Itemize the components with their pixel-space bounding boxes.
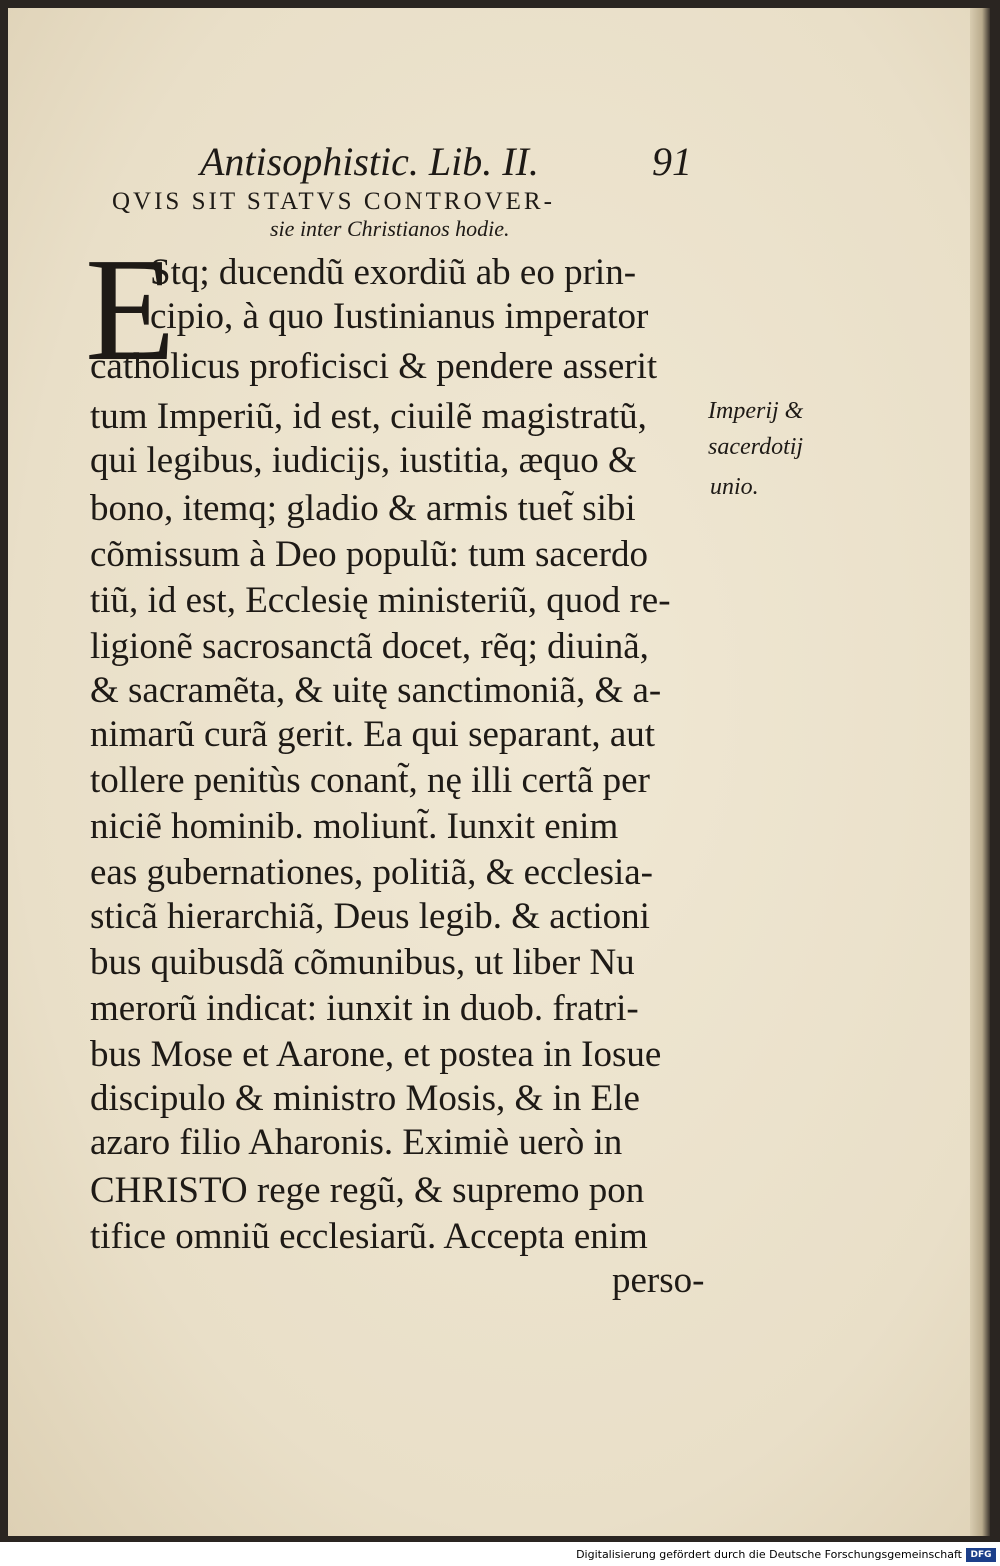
marginal-note: sacerdotij [708,434,804,460]
catchword: perso- [612,1260,705,1301]
body-line: Stq; ducendũ exordiũ ab eo prin- [150,252,637,293]
funding-credit: Digitalisierung gefördert durch die Deutsche Forschungsgemeinschaft [576,1548,962,1561]
section-heading-line-2: sie inter Christianos hodie. [270,216,510,241]
body-line: sticã hierarchiã, Deus legib. & actioni [90,896,650,937]
running-title: Antisophistic. Lib. II. [200,139,539,184]
body-line: & sacramẽta, & uitę sanctimoniã, & a- [90,670,662,711]
dfg-logo: DFG [966,1548,996,1562]
body-line: tiũ, id est, Ecclesię ministeriũ, quod re- [90,580,671,621]
body-line: tollere penitùs conant̃, nę illi certã per [90,760,650,801]
body-line: ligionẽ sacrosanctã docet, rẽq; diuinã, [90,626,649,667]
section-heading-line-1: QVIS SIT STATVS CONTROVER- [112,188,555,215]
body-line: CHRISTO rege regũ, & supremo pon [90,1170,645,1211]
body-line: bono, itemq; gladio & armis tuet̃ sibi [90,488,636,529]
marginal-note: unio. [710,474,759,500]
body-line: catholicus proficisci & pendere asserit [90,346,658,387]
body-line: cipio, à quo Iustinianus imperator [150,296,649,337]
body-line: bus quibusdã cõmunibus, ut liber Nu [90,942,635,983]
page-number: 91 [652,139,692,184]
body-line: niciẽ hominib. moliunt̃. Iunxit enim [90,806,619,847]
footer-bar [0,1546,1000,1566]
page-edge [970,8,990,1536]
body-line: cõmissum à Deo populũ: tum sacerdo [90,534,648,575]
body-line: discipulo & ministro Mosis, & in Ele [90,1078,640,1119]
marginal-note: Imperij & [708,398,804,424]
body-line: tifice omniũ ecclesiarũ. Accepta enim [90,1216,648,1257]
body-line: qui legibus, iudicijs, iustitia, æquo & [90,440,637,481]
body-line: eas gubernationes, politiã, & ecclesia- [90,852,654,893]
body-line: merorũ indicat: iunxit in duob. fratri- [90,988,639,1029]
body-line: tum Imperiũ, id est, ciuilẽ magistratũ, [90,396,647,437]
body-line: nimarũ curã gerit. Ea qui separant, aut [90,714,656,755]
body-line: bus Mose et Aarone, et postea in Iosue [90,1034,662,1075]
body-line: azaro filio Aharonis. Eximiè uerò in [90,1122,623,1163]
drop-capital: E [85,228,176,392]
